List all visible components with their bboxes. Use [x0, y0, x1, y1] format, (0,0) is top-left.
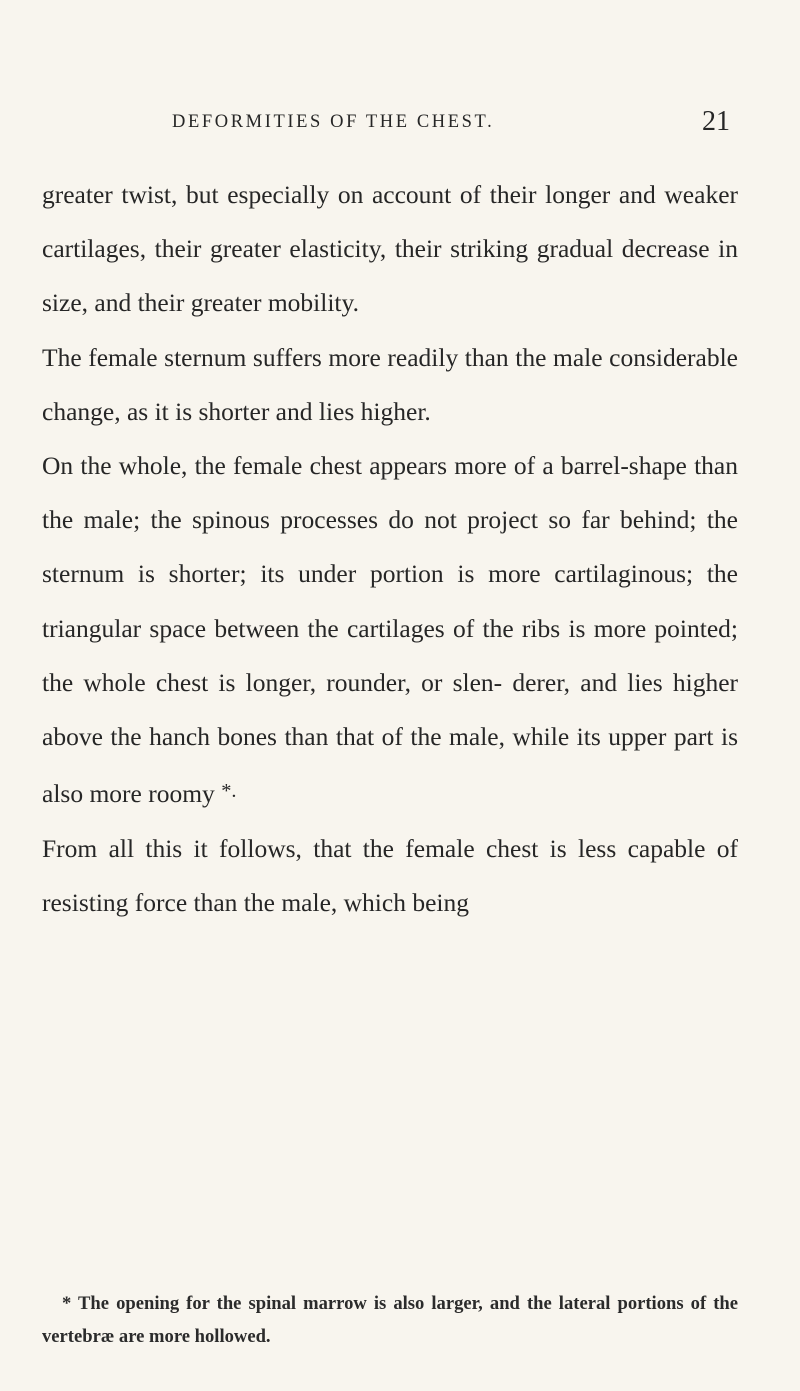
paragraph-1: greater twist, but especially on account of their longer and weaker cartilages, their greater elasticity, their striking gradual decrease in size, and their greater mobility. — [42, 180, 738, 318]
footnote — [42, 1287, 738, 1353]
paragraph-3 — [42, 439, 738, 822]
paragraph-2: The female sternum suffers more readily than the male considerable change, as it is shorter and lies higher. — [42, 342, 738, 426]
footnote-marker: *. — [221, 780, 237, 803]
running-title: DEFORMITIES OF THE CHEST. — [172, 112, 495, 132]
page-number: 21 — [702, 106, 730, 137]
page-header — [172, 106, 730, 142]
footnote-text — [42, 1287, 738, 1353]
paragraph-3-text: On the whole, the female chest appears more of a barrel-shape than the male; the spinous processes do not project so far behind; the sternum is shorter; its under portion is more cartilaginous; the triangular space between the cartilages of the ribs is more pointed; the whole chest is longer, rounder, or slen- derer, and lies higher above the hanch bones than that of the male, while its upper part is also more roomy — [42, 451, 738, 809]
main-text — [42, 168, 738, 930]
paragraph-4: From all this it follows, that the female chest is less capable of resisting force than the male, which being — [42, 833, 738, 917]
footnote-content: * The opening for the spinal marrow is also larger, and the lateral portions of the vertebræ are more hollowed. — [42, 1293, 738, 1347]
